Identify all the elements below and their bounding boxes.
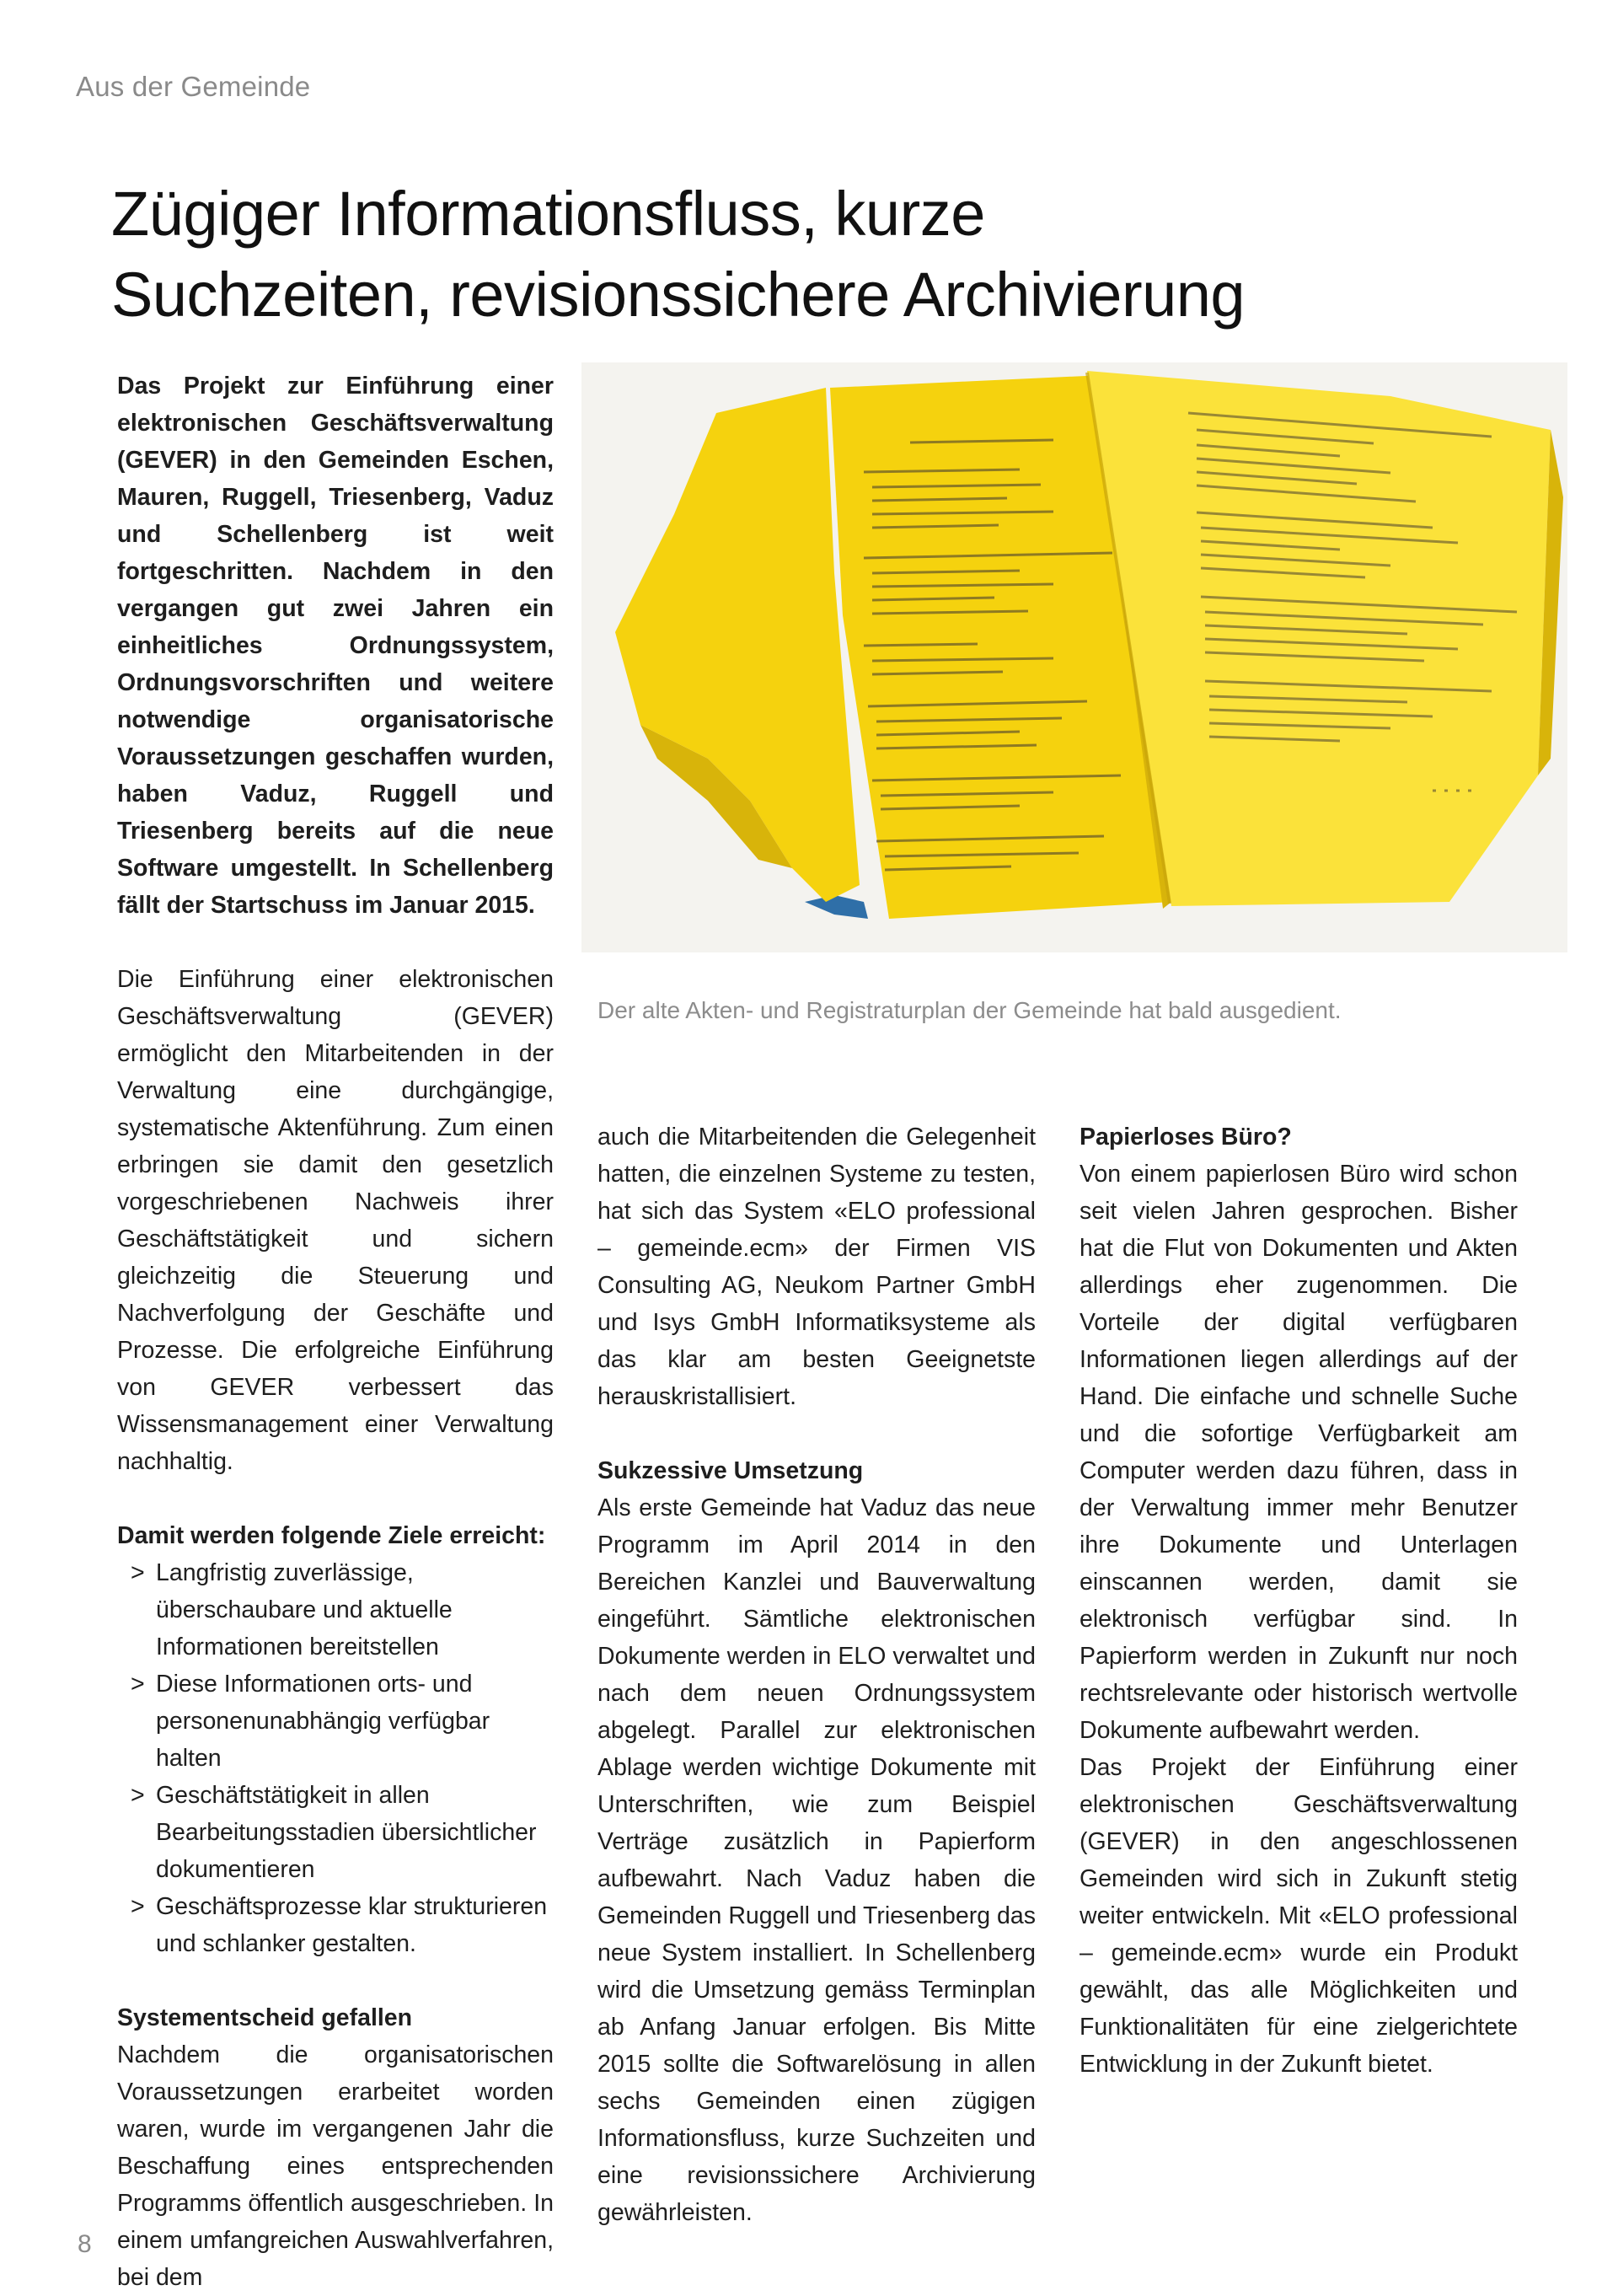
goal-text: Geschäftstätigkeit in allen Bearbeitungsstadien übersichtlicher dokumentieren: [156, 1782, 537, 1883]
bullet-marker: >: [131, 1893, 145, 1920]
article-photo: [581, 362, 1567, 952]
rollout-paragraph: Als erste Gemeinde hat Vaduz das neue Programm im April 2014 in den Bereichen Kanzlei und Bauverwaltung eingeführt. Sämtliche elektronischen Dokumente werden in ELO verwaltet und nach dem neuen Ordnungssystem abgelegt. Parallel zur elektronischen Ablage werden wichtige Dokumente mit Unterschriften, wie zum Beispiel Verträge zusätzlich in Papierform aufbewahrt. Nach Vaduz haben die Gemeinden Ruggell und Triesenberg das neue System installiert. In Schellenberg wird die Umsetzung gemäss Terminplan ab Anfang Januar erfolgen. Bis Mitte 2015 sollte die Softwarelösung in allen sechs Gemeinden einen zügigen Informationsfluss, kurze Suchzeiten und eine revisionssichere Archivierung gewährleisten.: [597, 1494, 1036, 2226]
goal-text: Geschäftsprozesse klar strukturieren und schlanker gestalten.: [156, 1893, 548, 1957]
goal-item-3: [117, 1777, 554, 1888]
goal-text: Langfristig zuverlässige, überschaubare und aktuelle Informationen bereitstellen: [156, 1559, 453, 1660]
goal-item-2: [117, 1666, 554, 1777]
paperless-heading: Papierloses Büro?: [1080, 1124, 1292, 1151]
article-column-2: [597, 1118, 1036, 2231]
goals-heading: Damit werden folgende Ziele erreicht:: [117, 1522, 546, 1549]
goal-text: Diese Informationen orts- und personenunabhängig verfügbar halten: [156, 1671, 490, 1772]
bullet-marker: >: [131, 1782, 145, 1809]
rollout-heading: Sukzessive Umsetzung: [597, 1457, 864, 1484]
goal-item-1: [117, 1554, 554, 1666]
continuation-paragraph: auch die Mitarbeitenden die Gelegenheit hatten, die einzelnen Systeme zu testen, hat sich das System «ELO professional – gemeinde.ecm» der Firmen VIS Consulting AG, Neukom Partner GmbH und Isys GmbH Informatiksysteme als das klar am besten Geeignetste herauskristallisiert.: [597, 1124, 1036, 1410]
article-column-3: [1080, 1118, 1518, 2083]
outlook-paragraph: Das Projekt der Einführung einer elektronischen Geschäftsverwaltung (GEVER) in den angeschlossenen Gemeinden wird sich in Zukunft stetig weiter entwickeln. Mit «ELO professional – gemeinde.ecm» wurde ein Produkt gewählt, das alle Möglichkeiten und Funktionalitäten für eine zielgerichtete Entwicklung in der Zukunft bietet.: [1080, 1754, 1518, 2078]
article-column-1: [117, 367, 554, 2296]
yellow-folders-illustration: [581, 362, 1567, 952]
article-headline: [111, 174, 1544, 335]
goals-list: [117, 1554, 554, 1962]
page-number: 8: [78, 2230, 92, 2258]
intro-paragraph: Die Einführung einer elektronischen Geschäftsverwaltung (GEVER) ermöglicht den Mitarbeitenden in der Verwaltung eine durchgängige, systematische Aktenführung. Zum einen erbringen sie damit den gesetzlich vorgeschriebenen Nachweis ihrer Geschäftstätigkeit und sichern gleichzeitig die Steuerung und Nachverfolgung der Geschäfte und Prozesse. Die erfolgreiche Einführung von GEVER verbessert das Wissensmanagement einer Verwaltung nachhaltig.: [117, 966, 554, 1475]
paperless-paragraph: Von einem papierlosen Büro wird schon seit vielen Jahren gesprochen. Bisher hat die Flut von Dokumenten und Akten allerdings eher zugenommen. Die Vorteile der digital verfügbaren Informationen liegen allerdings auf der Hand. Die einfache und schnelle Suche und die sofortige Verfügbarkeit am Computer werden dazu führen, dass in der Verwaltung immer mehr Benutzer ihre Dokumente und Unterlagen einscannen werden, damit sie elektronisch verfügbar sind. In Papierform werden in Zukunft nur noch rechtsrelevante oder historisch wertvolle Dokumente aufbewahrt werden.: [1080, 1161, 1518, 1744]
photo-caption: Der alte Akten- und Registraturplan der Gemeinde hat bald ausgedient.: [597, 997, 1342, 1023]
decision-heading: Systementscheid gefallen: [117, 2004, 413, 2031]
headline-line-2: Suchzeiten, revisionssichere Archivierung: [111, 260, 1246, 330]
bullet-marker: >: [131, 1559, 145, 1586]
section-label: Aus der Gemeinde: [76, 71, 311, 102]
headline-line-1: Zügiger Informationsfluss, kurze: [111, 179, 985, 249]
article-lead: Das Projekt zur Einführung einer elektronischen Geschäftsverwaltung (GEVER) in den Gemeinden Eschen, Mauren, Ruggell, Triesenberg, Vaduz und Schellenberg ist weit fortgeschritten. Nachdem in den vergangen gut zwei Jahren ein einheitliches Ordnungssystem, Ordnungsvorschriften und weitere notwendige organisatorische Voraussetzungen geschaffen wurden, haben Vaduz, Ruggell und Triesenberg bereits auf die neue Software umgestellt. In Schellenberg fällt der Startschuss im Januar 2015.: [117, 373, 554, 919]
bullet-marker: >: [131, 1671, 145, 1698]
goal-item-4: [117, 1888, 554, 1962]
decision-paragraph: Nachdem die organisatorischen Voraussetzungen erarbeitet worden waren, wurde im vergangenen Jahr die Beschaffung eines entsprechenden Programms öffentlich ausgeschrieben. In einem umfangreichen Auswahlverfahren, bei dem: [117, 2041, 554, 2291]
